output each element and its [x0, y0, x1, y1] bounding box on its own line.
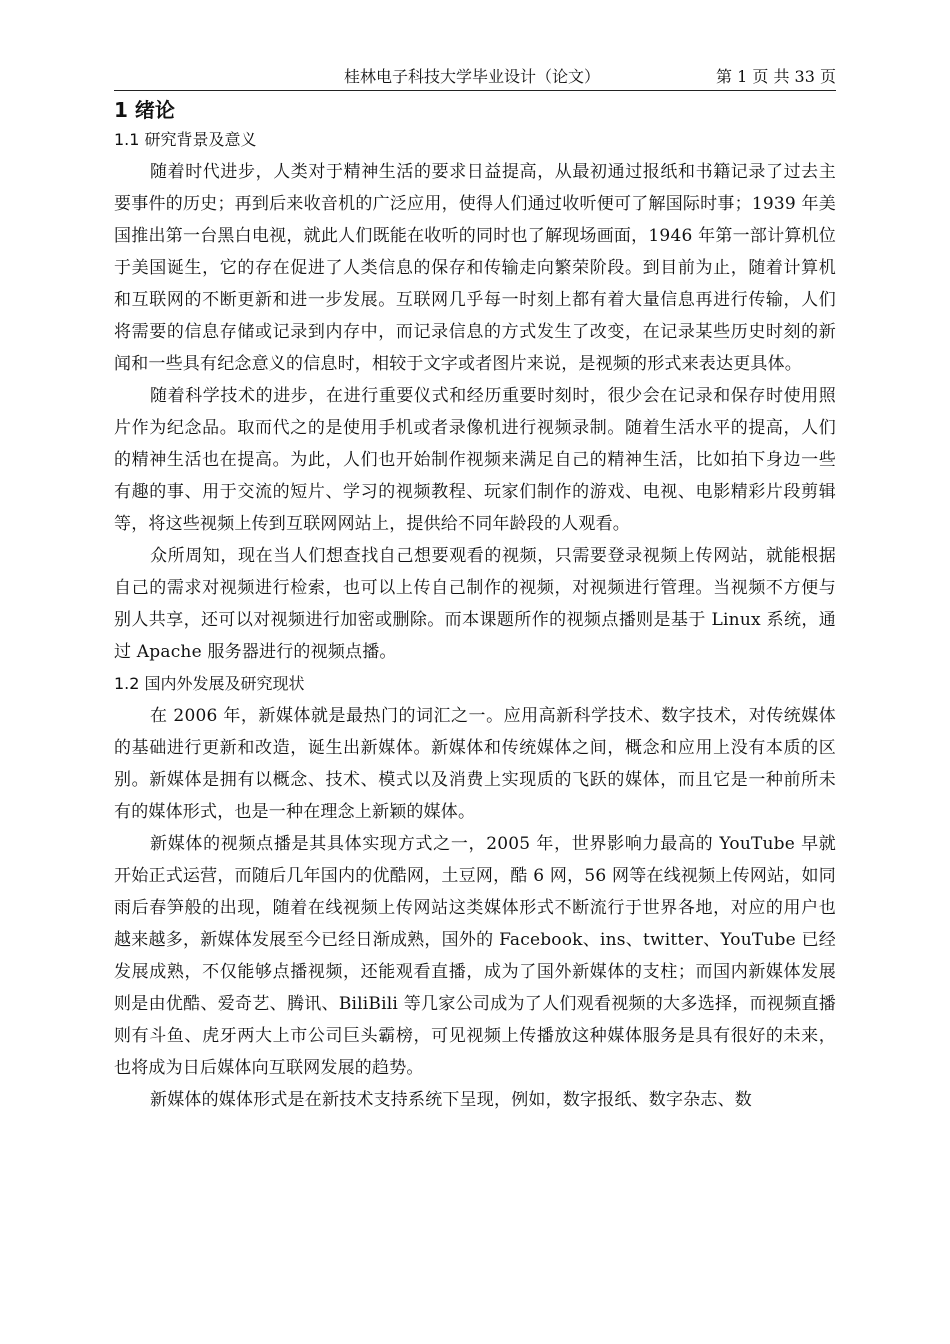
paragraph: 新媒体的媒体形式是在新技术支持系统下呈现，例如，数字报纸、数字杂志、数 — [150, 1090, 752, 1110]
paragraph: 随着时代进步，人类对于精神生活的要求日益提高，从最初通过报纸和书籍记录了过去主要事件的历史；再到后来收音机的广泛应用，使得人们通过收听便可了解国际时事；1939 年美国推出第一台黑白电视，就此人们既能在收听的同时也了解现场画面，1946 年第一部计算机位于美国诞生，它的存在促进了人类信息的保存和传输走向繁荣阶段。到目前为止，随着计算机和互联网的不断更新和进一步发展。互联网几乎每一时刻上都有着大量信息再进行传输，人们将需要的信息存储或记录到内存中，而记录信息的方式发生了改变，在记录某些历史时刻的新闻和一些具有纪念意义的信息时，相较于文字或者图片来说，是视频的形式来表达更具体。 — [114, 162, 836, 374]
paragraph: 新媒体的视频点播是其具体实现方式之一，2005 年，世界影响力最高的 YouTube 早就开始正式运营，而随后几年国内的优酷网，土豆网，酷 6 网，56 网等在线视频上传网站，如同雨后春笋般的出现，随着在线视频上传网站这类媒体形式不断流行于世界各地，对应的用户也越来越多，新媒体发展至今已经日渐成熟，国外的 Facebook、ins、twitter、YouTube 已经发展成熟，不仅能够点播视频，还能观看直播，成为了国外新媒体的支柱；而国内新媒体发展则是由优酷、爱奇艺、腾讯、BiliBili 等几家公司成为了人们观看视频的大多选择，而视频直播则有斗鱼、虎牙两大上市公司巨头霸榜，可见视频上传播放这种媒体服务是具有很好的未来，也将成为日后媒体向互联网发展的趋势。 — [114, 834, 836, 1078]
page-header — [114, 64, 836, 91]
chapter-title: 1 绪论 — [114, 98, 175, 122]
page-number: 第 1 页 共 33 页 — [716, 67, 836, 86]
paragraph: 在 2006 年，新媒体就是最热门的词汇之一。应用高新科学技术、数字技术，对传统媒体的基础进行更新和改造，诞生出新媒体。新媒体和传统媒体之间，概念和应用上没有本质的区别。新媒体是拥有以概念、技术、模式以及消费上实现质的飞跃的媒体，而且它是一种前所未有的媒体形式，也是一种在理念上新颖的媒体。 — [114, 706, 836, 822]
paragraph: 众所周知，现在当人们想查找自己想要观看的视频，只需要登录视频上传网站，就能根据自己的需求对视频进行检索，也可以上传自己制作的视频，对视频进行管理。当视频不方便与别人共享，还可以对视频进行加密或删除。而本课题所作的视频点播则是基于 Linux 系统，通过 Apache 服务器进行的视频点播。 — [114, 546, 836, 662]
university-title: 桂林电子科技大学毕业设计（论文） — [344, 67, 601, 86]
document-body — [114, 96, 836, 1116]
paragraph: 随着科学技术的进步，在进行重要仪式和经历重要时刻时，很少会在记录和保存时使用照片作为纪念品。取而代之的是使用手机或者录像机进行视频录制。随着生活水平的提高，人们的精神生活也在提高。为此，人们也开始制作视频来满足自己的精神生活，比如拍下身边一些有趣的事、用于交流的短片、学习的视频教程、玩家们制作的游戏、电视、电影精彩片段剪辑等，将这些视频上传到互联网网站上，提供给不同年龄段的人观看。 — [114, 386, 836, 534]
section-heading: 1.1 研究背景及意义 — [114, 130, 257, 149]
section-heading: 1.2 国内外发展及研究现状 — [114, 674, 305, 693]
